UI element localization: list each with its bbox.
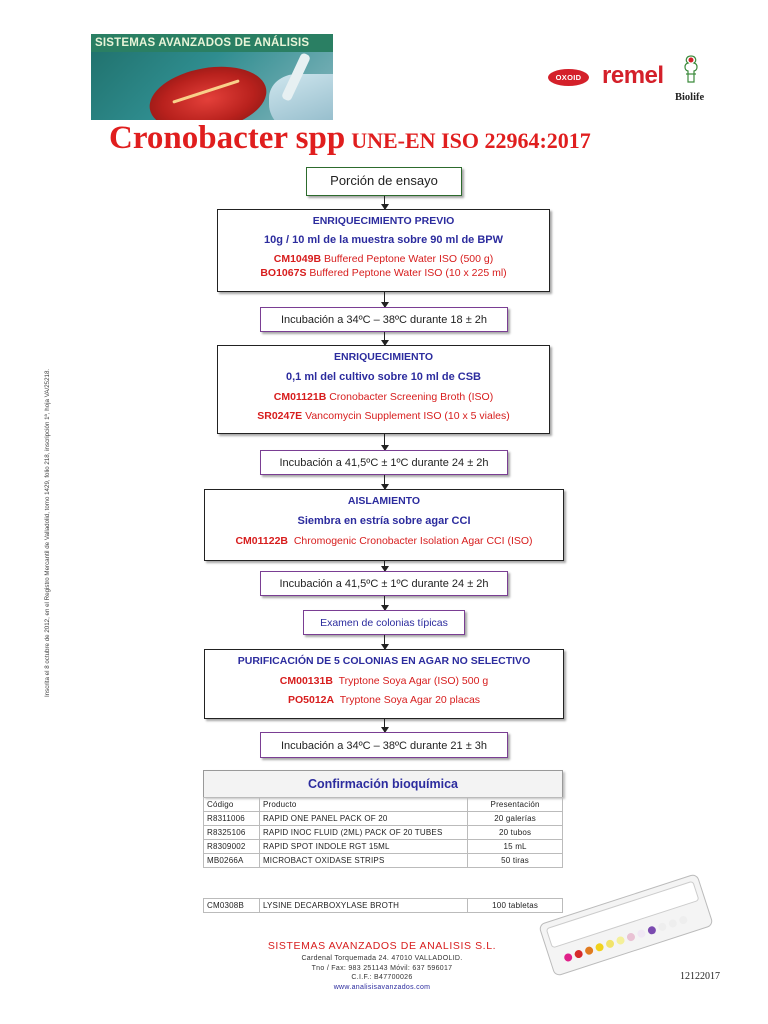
flow-arrow xyxy=(384,196,385,209)
table-row xyxy=(204,854,563,868)
step-start-box xyxy=(306,167,462,196)
flow-arrow xyxy=(384,635,385,649)
footer-phone: Tno / Fax: 983 251143 Móvil: 637 596017 xyxy=(311,964,453,972)
title-organism: Cronobacter spp xyxy=(109,120,346,156)
product-code: CM00131B xyxy=(279,675,333,687)
incubation-1-text: Incubación a 34ºC – 38ºC durante 18 ± 2h xyxy=(280,314,488,326)
table-header-row xyxy=(204,798,563,812)
product-name: Buffered Peptone Water ISO (500 g) xyxy=(323,253,494,265)
table-row xyxy=(204,840,563,854)
footer-company: SISTEMAS AVANZADOS DE ANALISIS S.L. xyxy=(267,940,497,952)
product-line xyxy=(218,391,549,403)
footer-address: Cardenal Torquemada 24. 47010 VALLADOLID. xyxy=(301,955,463,962)
product-name: Vancomycin Supplement ISO (10 x 5 viales) xyxy=(305,410,510,422)
table-row xyxy=(204,826,563,840)
product-line xyxy=(205,675,563,687)
isolation-instruction: Siembra en estría sobre agar CCI xyxy=(297,515,471,527)
pre-enrichment-instruction: 10g / 10 ml de la muestra sobre 90 ml de BPW xyxy=(263,234,504,246)
product-code: BO1067S xyxy=(260,267,307,279)
cell-presentation: 50 tiras xyxy=(468,854,563,868)
title-standard: UNE-EN ISO 22964:2017 xyxy=(351,128,591,153)
purification-heading: PURIFICACIÓN DE 5 COLONIAS EN AGAR NO SELECTIVO xyxy=(237,655,531,667)
footer xyxy=(262,940,502,992)
header-banner xyxy=(91,34,333,120)
flow-arrow xyxy=(384,475,385,489)
confirmation-table xyxy=(203,797,563,868)
product-name: Tryptone Soya Agar 20 placas xyxy=(339,694,481,706)
product-line xyxy=(218,253,549,265)
product-code: CM01121B xyxy=(273,391,327,403)
pre-enrichment-heading: ENRIQUECIMIENTO PREVIO xyxy=(312,215,455,227)
incubation-4-text: Incubación a 34ºC – 38ºC durante 21 ± 3h xyxy=(280,740,488,752)
extra-product-table xyxy=(203,898,563,913)
page-title xyxy=(0,120,768,157)
product-line xyxy=(218,410,549,422)
isolation-heading: AISLAMIENTO xyxy=(347,495,421,507)
product-name: Buffered Peptone Water ISO (10 x 225 ml) xyxy=(309,267,507,279)
cell-presentation: 100 tabletas xyxy=(468,899,563,913)
confirmation-section xyxy=(203,770,563,868)
flow-arrow xyxy=(384,292,385,307)
confirmation-title: Confirmación bioquímica xyxy=(203,770,563,797)
product-code: CM01122B xyxy=(235,535,288,547)
table-row xyxy=(204,899,563,913)
enrichment-instruction: 0,1 ml del cultivo sobre 10 ml de CSB xyxy=(285,371,481,383)
table-row xyxy=(204,812,563,826)
footer-web-link[interactable]: www.analisisavanzados.com xyxy=(333,983,431,991)
cell-code: R8309002 xyxy=(204,840,260,854)
colony-exam-box xyxy=(303,610,465,635)
biolife-logo-icon xyxy=(680,54,702,84)
product-name: Chromogenic Cronobacter Isolation Agar CCI (ISO) xyxy=(293,535,533,547)
cell-product: RAPID ONE PANEL PACK OF 20 xyxy=(259,812,467,826)
incubation-3-box xyxy=(260,571,508,596)
rapid-test-kit-image xyxy=(534,865,717,984)
column-header: Presentación xyxy=(468,798,563,812)
glove-image xyxy=(269,74,333,120)
document-number: 12122017 xyxy=(680,971,720,982)
product-line xyxy=(218,267,549,279)
incubation-2-box xyxy=(260,450,508,475)
cell-product: RAPID SPOT INDOLE RGT 15ML xyxy=(259,840,467,854)
product-line xyxy=(205,535,563,547)
incubation-3-text: Incubación a 41,5ºC ± 1ºC durante 24 ± 2h xyxy=(279,578,489,590)
colony-exam-text: Examen de colonias típicas xyxy=(320,617,448,629)
enrichment-heading: ENRIQUECIMIENTO xyxy=(334,351,433,363)
flow-arrow xyxy=(384,596,385,610)
cell-code: CM0308B xyxy=(204,899,260,913)
pre-enrichment-box xyxy=(217,209,550,292)
product-line xyxy=(205,694,563,706)
cell-code: R8311006 xyxy=(204,812,260,826)
step-start-label: Porción de ensayo xyxy=(330,173,438,188)
product-name: Tryptone Soya Agar (ISO) 500 g xyxy=(338,675,489,687)
cell-code: R8325106 xyxy=(204,826,260,840)
incubation-1-box xyxy=(260,307,508,332)
flow-arrow xyxy=(384,719,385,732)
enrichment-box xyxy=(217,345,550,434)
oxoid-logo: OXOID xyxy=(548,69,589,86)
incubation-2-text: Incubación a 41,5ºC ± 1ºC durante 24 ± 2h xyxy=(279,457,489,469)
registry-side-text: Inscrita el 8 octubre de 2012, en el Registro Mercantil de Valladolid, tomo 1429, folio 218, inscripción 1ª, hoja VA/25218. xyxy=(44,368,51,697)
banner-title: SISTEMAS AVANZADOS DE ANÁLISIS xyxy=(91,34,333,52)
product-code: PO5012A xyxy=(287,694,335,706)
biolife-logo-text: Biolife xyxy=(675,92,705,103)
column-header: Producto xyxy=(259,798,467,812)
cell-product: RAPID INOC FLUID (2ML) PACK OF 20 TUBES xyxy=(259,826,467,840)
product-code: CM1049B xyxy=(273,253,322,265)
cell-presentation: 15 mL xyxy=(468,840,563,854)
flow-arrow xyxy=(384,434,385,450)
column-header: Código xyxy=(204,798,260,812)
cell-product: LYSINE DECARBOXYLASE BROTH xyxy=(259,899,467,913)
remel-logo: remel xyxy=(602,62,664,89)
incubation-4-box xyxy=(260,732,508,758)
product-code: SR0247E xyxy=(257,410,303,422)
cell-code: MB0266A xyxy=(204,854,260,868)
extra-product-section xyxy=(203,898,563,913)
cell-presentation: 20 tubos xyxy=(468,826,563,840)
product-name: Cronobacter Screening Broth (ISO) xyxy=(329,391,494,403)
purification-box xyxy=(204,649,564,719)
cell-product: MICROBACT OXIDASE STRIPS xyxy=(259,854,467,868)
flow-arrow xyxy=(384,561,385,571)
footer-cif: C.I.F.: B47700026 xyxy=(351,974,413,981)
cell-presentation: 20 galerías xyxy=(468,812,563,826)
flow-arrow xyxy=(384,332,385,345)
isolation-box xyxy=(204,489,564,561)
